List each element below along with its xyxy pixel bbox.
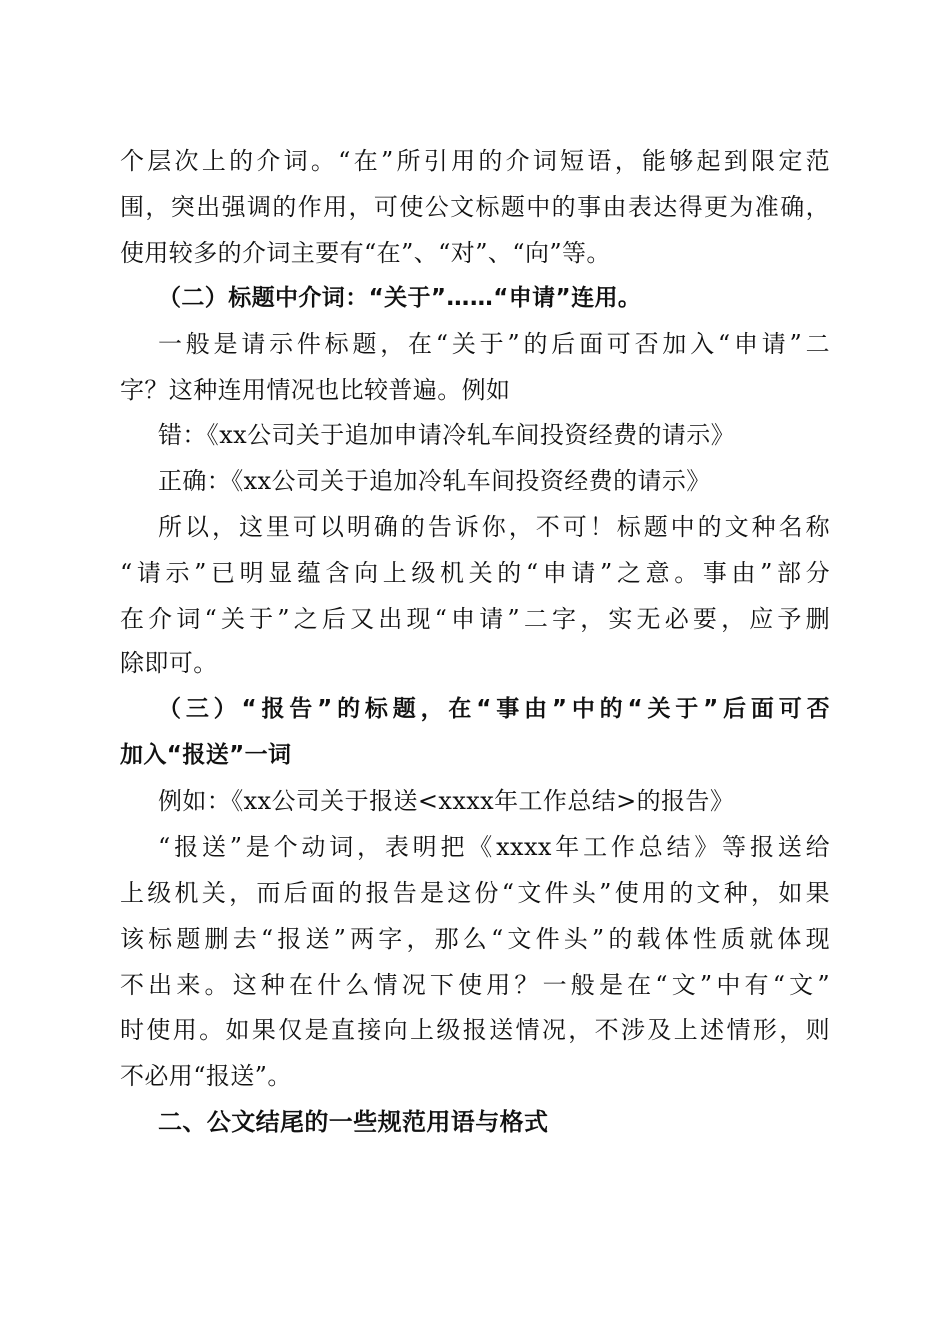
paragraph-line: 个层次上的介词。“在”所引用的介词短语，能够起到限定范 — [120, 147, 830, 175]
example-report: 例如：《xx公司关于报送<xxxx年工作总结>的报告》 — [158, 787, 735, 815]
example-wrong: 错：《xx公司关于追加申请冷轧车间投资经费的请示》 — [158, 421, 736, 449]
paragraph-line: 除即可。 — [120, 649, 218, 677]
section-heading: 二、公文结尾的一些规范用语与格式 — [158, 1108, 549, 1136]
paragraph-line: 字？这种连用情况也比较普遍。例如 — [120, 376, 511, 404]
subheading-three: （三）“报告”的标题，在“事由”中的“关于”后面可否 — [158, 696, 830, 722]
subheading-two: （二）标题中介词：“关于”……“申请”连用。 — [158, 285, 642, 311]
paragraph-line: 在介词“关于”之后又出现“申请”二字，实无必要，应予删 — [120, 605, 830, 633]
paragraph-line: 使用较多的介词主要有“在”、“对”、“向”等。 — [120, 239, 611, 267]
paragraph-line: “请示”已明显蕴含向上级机关的“申请”之意。事由”部分 — [120, 559, 830, 587]
paragraph-line: 不出来。这种在什么情况下使用？一般是在“文”中有“文” — [120, 971, 830, 999]
paragraph-line: 所以，这里可以明确的告诉你，不可！标题中的文种名称 — [158, 513, 830, 541]
paragraph-line: 该标题删去“报送”两字，那么“文件头”的载体性质就体现 — [120, 925, 830, 953]
paragraph-line: 上级机关，而后面的报告是这份“文件头”使用的文种，如果 — [120, 879, 830, 907]
paragraph-line: 时使用。如果仅是直接向上级报送情况，不涉及上述情形，则 — [120, 1016, 830, 1044]
subheading-three-continuation: 加入“报送”一词 — [120, 742, 292, 768]
paragraph-line: 不必用“报送”。 — [120, 1062, 292, 1090]
example-right: 正确：《xx公司关于追加冷轧车间投资经费的请示》 — [158, 467, 711, 495]
paragraph-line: 围，突出强调的作用，可使公文标题中的事由表达得更为准确， — [120, 193, 830, 221]
paragraph-line: “报送”是个动词，表明把《xxxx年工作总结》等报送给 — [158, 833, 830, 861]
paragraph-line: 一般是请示件标题，在“关于”的后面可否加入“申请”二 — [158, 330, 830, 358]
